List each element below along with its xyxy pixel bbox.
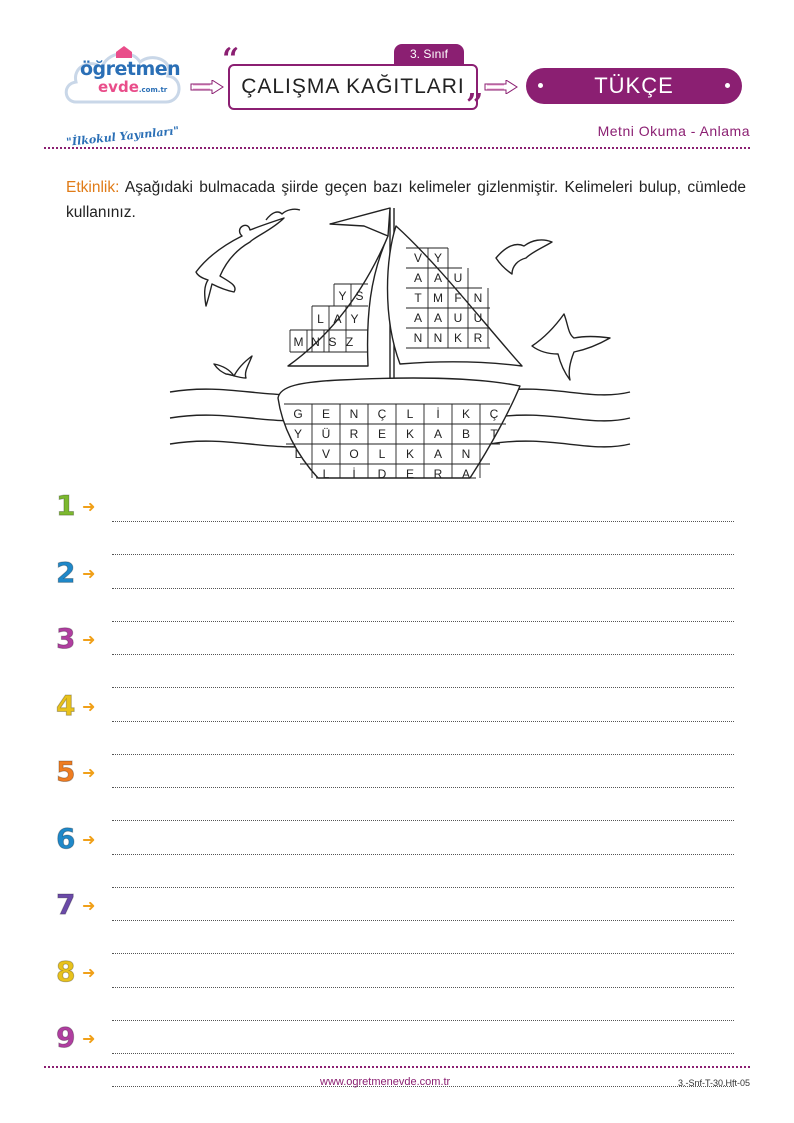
puzzle-letter: U: [453, 271, 463, 285]
answer-number: 4: [56, 688, 76, 722]
puzzle-letter: E: [405, 467, 415, 481]
puzzle-letter: M: [293, 335, 304, 349]
answer-line[interactable]: [112, 521, 734, 522]
puzzle-letter: K: [405, 427, 415, 441]
puzzle-letter: A: [333, 312, 342, 326]
arrow-right-icon: ➜: [82, 497, 96, 516]
footer-url[interactable]: www.ogretmenevde.com.tr: [320, 1076, 451, 1088]
answer-number: 7: [56, 888, 76, 921]
puzzle-letter: U: [453, 311, 463, 325]
arrow-right-icon: ➜: [82, 829, 96, 849]
bird-icon: [214, 356, 252, 378]
arrow-right-icon: ➜: [82, 1029, 96, 1048]
answer-line[interactable]: [112, 588, 734, 589]
answer-line[interactable]: [112, 554, 734, 555]
answer-line[interactable]: [112, 654, 734, 655]
answer-line[interactable]: [112, 887, 734, 888]
puzzle-letter: Ü: [321, 427, 331, 441]
puzzle-letter: L: [406, 407, 414, 421]
puzzle-letter: Z: [345, 335, 354, 349]
subject-badge: [526, 68, 742, 104]
answer-number: 3: [56, 622, 76, 655]
answer-number: 9: [56, 1021, 76, 1054]
logo-subtitle: "İlkokul Yayınları": [65, 124, 180, 149]
arrow-right-icon: ➜: [82, 896, 96, 915]
answer-number: 1: [56, 489, 76, 522]
topic-label: Metni Okuma - Anlama: [597, 123, 750, 139]
puzzle-letter: N: [311, 335, 320, 349]
answer-line[interactable]: [112, 854, 734, 855]
arrow-right-icon: ➜: [82, 763, 96, 782]
puzzle-letter: F: [454, 291, 462, 305]
puzzle-letter: A: [433, 427, 443, 441]
publisher-logo: [62, 36, 187, 149]
answer-line[interactable]: [112, 953, 734, 954]
puzzle-letter: T: [490, 427, 498, 441]
answer-line[interactable]: [112, 687, 734, 688]
arrow-right-icon: ➜: [82, 630, 96, 649]
answer-line[interactable]: [112, 621, 734, 622]
puzzle-letter: L: [317, 312, 324, 326]
puzzle-letter: N: [349, 407, 359, 421]
puzzle-letter: A: [413, 311, 423, 325]
answer-line[interactable]: [112, 1020, 734, 1021]
answer-line[interactable]: [112, 820, 734, 821]
puzzle-letter: Ç: [489, 407, 499, 421]
puzzle-letter: Ç: [377, 407, 387, 421]
puzzle-letter: S: [328, 335, 337, 349]
puzzle-letter: Y: [338, 289, 347, 303]
footer-divider: [44, 1066, 750, 1068]
puzzle-letter: Y: [350, 312, 359, 326]
answer-line[interactable]: [112, 920, 734, 921]
page-title: ÇALIŞMA KAĞITLARI: [241, 75, 465, 98]
arrow-right-icon: [484, 80, 518, 94]
arrow-right-icon: ➜: [82, 563, 96, 583]
puzzle-letter: İ: [352, 467, 356, 481]
answer-number: 5: [56, 755, 76, 788]
close-quote-icon: ”: [466, 88, 484, 123]
arrow-right-icon: [190, 80, 224, 94]
bird-icon: [532, 314, 610, 380]
puzzle-letter: A: [413, 271, 423, 285]
grade-tab: 3. Sınıf: [394, 44, 464, 64]
puzzle-letter: U: [473, 311, 483, 325]
open-quote-icon: “: [222, 42, 240, 77]
activity-text: Aşağıdaki bulmacada şiirde geçen bazı kelimeler gizlenmiştir. Kelimeleri bulup, cümlede kullanınız.: [66, 179, 746, 221]
logo-wordmark: öğretmen: [80, 58, 181, 80]
puzzle-letter: Y: [433, 251, 443, 265]
puzzle-letter: A: [433, 447, 443, 461]
footer-code: 3.-Snf-T-30.Hft-05: [677, 1078, 750, 1088]
header-divider: [44, 147, 750, 149]
arrow-right-icon: ➜: [82, 696, 96, 716]
puzzle-letter: A: [433, 311, 443, 325]
bird-icon: [196, 218, 284, 306]
puzzle-letter: K: [453, 331, 463, 345]
puzzle-letter: L: [378, 447, 386, 461]
puzzle-letter: N: [473, 291, 483, 305]
subject-title: TÜKÇE: [594, 73, 674, 98]
bird-icon: [496, 240, 552, 274]
puzzle-letter: L: [294, 447, 302, 461]
puzzle-letter: K: [405, 447, 415, 461]
activity-label: Etkinlik:: [66, 179, 120, 196]
puzzle-letter: A: [461, 467, 471, 481]
title-box: [228, 64, 478, 110]
logo-wordmark-2: evde.com.tr: [98, 78, 168, 96]
puzzle-letter: L: [322, 467, 330, 481]
puzzle-letter: A: [433, 271, 443, 285]
puzzle-letter: T: [414, 291, 422, 305]
puzzle-letter: E: [377, 427, 387, 441]
answer-number: 2: [56, 555, 76, 589]
puzzle-letter: N: [413, 331, 423, 345]
puzzle-letter: R: [473, 331, 483, 345]
answer-number: 6: [56, 821, 76, 855]
puzzle-letter: K: [461, 407, 471, 421]
puzzle-letter: B: [461, 427, 471, 441]
puzzle-letter: R: [433, 467, 443, 481]
puzzle-letter: O: [349, 447, 359, 461]
puzzle-letter: İ: [436, 407, 440, 421]
puzzle-letter: G: [293, 407, 303, 421]
arrow-right-icon: ➜: [82, 962, 96, 982]
puzzle-letter: M: [433, 291, 443, 305]
sailboat-puzzle-illustration: [160, 196, 640, 496]
answer-line[interactable]: [112, 787, 734, 788]
puzzle-letter: S: [355, 289, 364, 303]
puzzle-letter: N: [433, 331, 443, 345]
answer-number: 8: [56, 954, 76, 988]
puzzle-letter: D: [377, 467, 387, 481]
puzzle-letter: N: [461, 447, 471, 461]
puzzle-letter: E: [321, 407, 331, 421]
answer-line[interactable]: [112, 754, 734, 755]
answer-line[interactable]: [112, 1053, 734, 1054]
answer-line[interactable]: [112, 987, 734, 988]
bullet-icon: [725, 83, 730, 88]
answer-line[interactable]: [112, 721, 734, 722]
puzzle-letter: R: [349, 427, 359, 441]
puzzle-letter: V: [321, 447, 331, 461]
puzzle-letter: Y: [293, 427, 303, 441]
puzzle-letter: V: [413, 251, 423, 265]
